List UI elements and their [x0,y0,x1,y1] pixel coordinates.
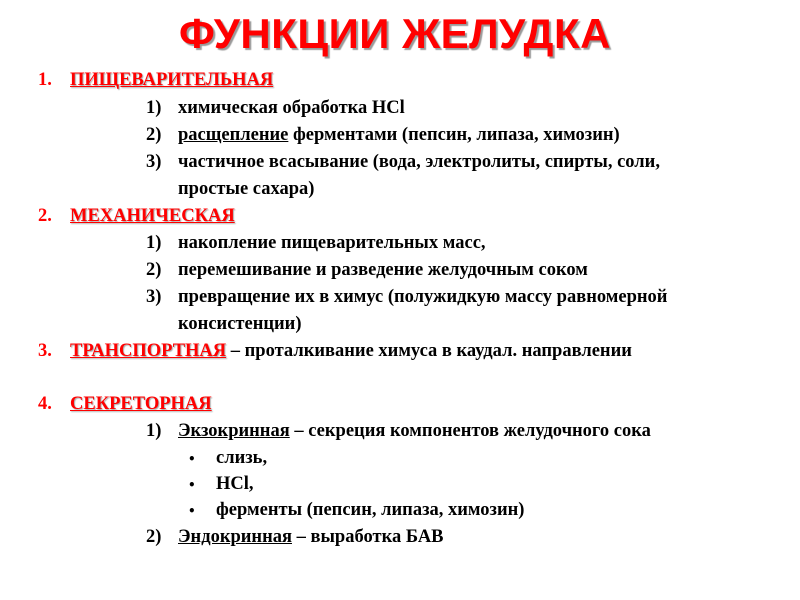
list-item [146,122,620,148]
item-text: частичное всасывание (вода, электролиты, спирты, соли, [178,152,660,172]
item-text [178,122,620,148]
underlined-term: Эндокринная [178,527,292,547]
item-text: накопление пищеварительных масс, [178,233,486,253]
item-text [178,524,444,550]
bullet-icon: • [188,478,196,492]
item-continuation: простые сахара) [178,179,315,199]
section-1-number: 1. [38,70,52,90]
list-item [146,524,444,550]
section-3-header [38,338,632,364]
item-text: перемешивание и разведение желудочным соком [178,260,588,280]
bullet-icon: • [188,504,196,518]
list-item [146,149,660,175]
item-number: 2) [146,260,162,280]
item-text: превращение их в химус (полужидкую массу равномерной [178,287,668,307]
section-2-heading: МЕХАНИЧЕСКАЯ [70,206,235,226]
section-2-header [38,203,235,229]
list-item [146,95,405,121]
item-text-rest: ферментами (пепсин, липаза, химозин) [288,125,620,145]
section-1-header [38,67,274,93]
item-number: 1) [146,98,162,118]
item-continuation: консистенции) [178,314,302,334]
underlined-term: расщепление [178,125,289,145]
item-text: химическая обработка HCl [178,98,405,118]
item-number: 1) [146,233,162,253]
underlined-term: Экзокринная [178,421,290,441]
section-3-suffix: – проталкивание химуса в каудал. направлении [226,341,632,361]
bullet-text: слизь, [216,448,268,468]
list-item [146,284,668,310]
item-number: 3) [146,152,162,172]
section-1-heading: ПИЩЕВАРИТЕЛЬНАЯ [70,70,274,90]
section-4-header [38,391,212,417]
list-item [146,257,588,283]
section-3-line [70,338,632,364]
section-4-number: 4. [38,394,52,414]
bullet-text: ферменты (пепсин, липаза, химозин) [216,500,525,520]
bullet-text: HCl, [216,474,254,494]
item-text [178,418,651,444]
bullet-icon: • [188,452,196,466]
item-text-rest: – выработка БАВ [292,527,444,547]
item-number: 3) [146,287,162,307]
section-4-heading: СЕКРЕТОРНАЯ [70,394,212,414]
item-number: 1) [146,421,162,441]
section-2-number: 2. [38,206,52,226]
list-item [146,418,651,444]
item-text-rest: – секреция компонентов желудочного сока [289,421,651,441]
item-number: 2) [146,125,162,145]
page-title: ФУНКЦИИ ЖЕЛУДКА [179,10,611,57]
item-number: 2) [146,527,162,547]
list-item [146,230,486,256]
section-3-heading: ТРАНСПОРТНАЯ [70,341,227,361]
section-3-number: 3. [38,341,52,361]
